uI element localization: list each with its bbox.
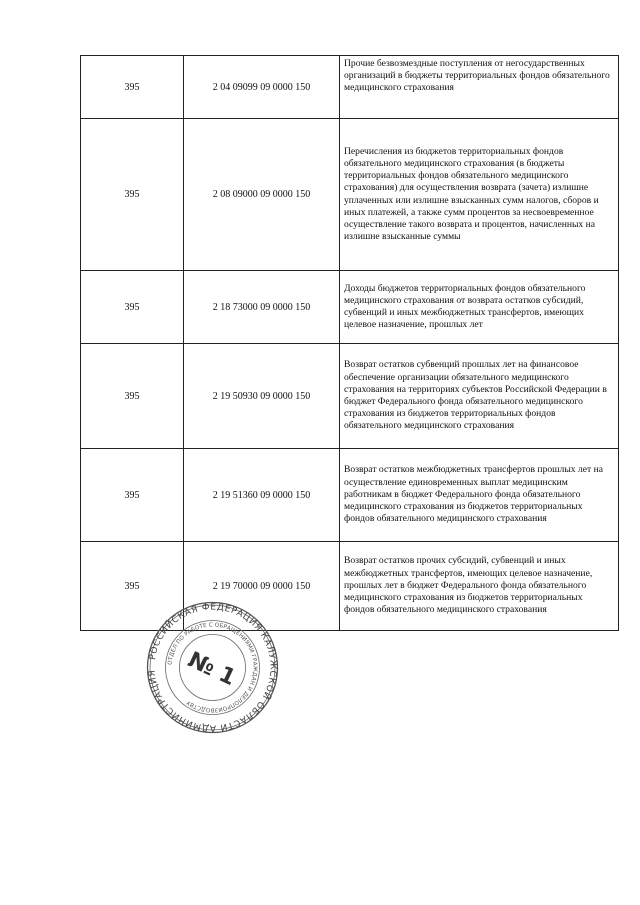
description-cell: Прочие безвозмездные поступления от негосударственных организаций в бюджеты территориальных фондов обязательного медицинского страхования	[340, 56, 619, 119]
table-row	[81, 119, 619, 271]
budget-code-cell: 2 19 70000 09 0000 150	[184, 542, 340, 631]
table-row	[81, 56, 619, 119]
admin-code-cell: 395	[81, 119, 184, 271]
description-cell: Возврат остатков межбюджетных трансфертов прошлых лет на осуществление единовременных выплат медицинским работникам в бюджет Федерального фонда обязательного медицинского страхования из бюджетов территориальных фондов обязательного медицинского страхования	[340, 449, 619, 542]
description-cell: Возврат остатков прочих субсидий, субвенций и иных межбюджетных трансфертов, имеющих целевое назначение, прошлых лет в бюджет Федерального фонда обязательного медицинского страхования из бюджетов территориальных фондов обязательного медицинского страхования	[340, 542, 619, 631]
budget-code-cell: 2 04 09099 09 0000 150	[184, 56, 340, 119]
admin-code-cell: 395	[81, 542, 184, 631]
budget-code-cell: 2 18 73000 09 0000 150	[184, 271, 340, 344]
table-row	[81, 271, 619, 344]
admin-code-cell: 395	[81, 344, 184, 449]
seal-inner-text: ОТДЕЛ ПО РАБОТЕ С ОБРАЩЕНИЯМИ ГРАЖДАН И ДЕЛОПРОИЗВОДСТВУ	[167, 622, 258, 713]
seal-number: № 1	[183, 647, 240, 692]
description-cell: Доходы бюджетов территориальных фондов обязательного медицинского страхования от возврата остатков субсидий, субвенций и иных межбюджетных трансфертов, имеющих целевое назначение, прошлых лет	[340, 271, 619, 344]
seal-outer-text: РОССИЙСКАЯ ФЕДЕРАЦИЯ КАЛУЖСКОЙ ОБЛАСТИ АДМИНИСТРАЦИЯ	[147, 602, 278, 733]
admin-code-cell: 395	[81, 449, 184, 542]
budget-codes-table	[80, 55, 619, 631]
table-row	[81, 449, 619, 542]
description-cell: Возврат остатков субвенций прошлых лет на финансовое обеспечение организации обязательного медицинского страхования на территориях субъектов Российской Федерации в бюджет Федерального фонда обязательного медицинского страхования из бюджетов территориальных фондов обязательного медицинского страхования	[340, 344, 619, 449]
budget-code-cell: 2 19 50930 09 0000 150	[184, 344, 340, 449]
budget-code-cell: 2 08 09000 09 0000 150	[184, 119, 340, 271]
official-seal	[145, 600, 280, 735]
table-row	[81, 344, 619, 449]
admin-code-cell: 395	[81, 56, 184, 119]
description-cell: Перечисления из бюджетов территориальных фондов обязательного медицинского страхования (в бюджеты территориальных фондов обязательного медицинского страхования) для осуществления возврата (зачета) излишне уплаченных или излишне взысканных сумм налогов, сборов и иных платежей, а также сумм процентов за несвоевременное осуществление такого возврата и процентов, начисленных на излишне взысканные суммы	[340, 119, 619, 271]
budget-code-cell: 2 19 51360 09 0000 150	[184, 449, 340, 542]
admin-code-cell: 395	[81, 271, 184, 344]
